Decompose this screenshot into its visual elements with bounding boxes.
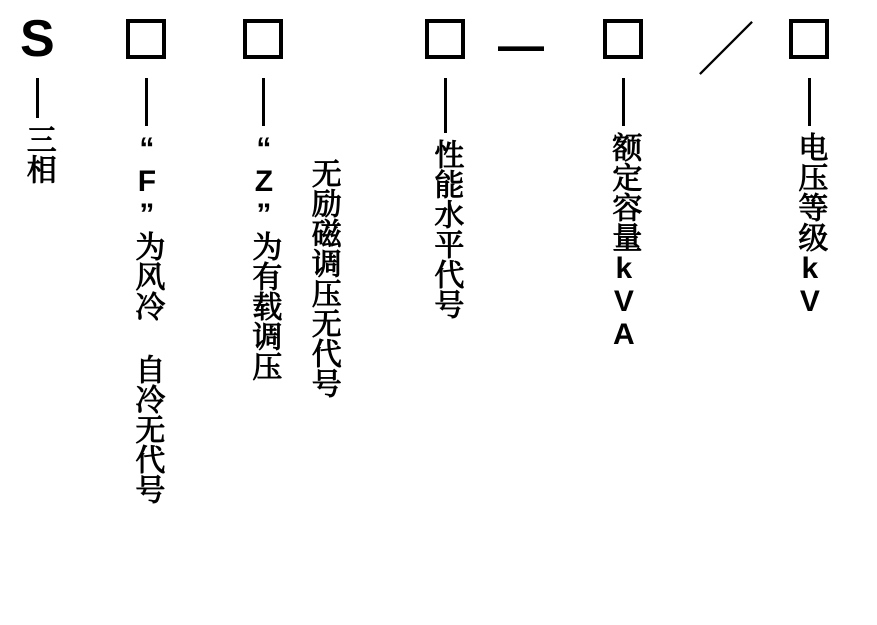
- leader-line-voltage-regulation: [262, 78, 265, 126]
- label-no-excitation-regulation: 无励磁调压无代号: [306, 158, 340, 398]
- segment-phase: [20, 0, 55, 244]
- box-placeholder-icon: [603, 19, 643, 59]
- leader-line-rated-capacity: [622, 78, 625, 126]
- label-rated-capacity: 额定容量kVA: [607, 132, 641, 351]
- segment-performance-level: [425, 0, 465, 439]
- slash-connector: ／: [697, 18, 756, 83]
- box-placeholder-icon: [425, 19, 465, 59]
- symbol-cooling: [126, 0, 166, 78]
- symbol-rated-capacity: [603, 0, 643, 78]
- leader-line-phase: [36, 78, 39, 118]
- dash-connector: —: [498, 19, 542, 71]
- symbol-voltage-class: [789, 0, 829, 78]
- leader-line-performance-level: [444, 78, 447, 133]
- label-phase: 三相: [21, 124, 55, 184]
- leader-line-cooling: [145, 78, 148, 126]
- symbol-phase: [20, 0, 55, 78]
- label-voltage-class: 电压等级kV: [793, 132, 827, 318]
- leader-line-voltage-class: [808, 78, 811, 126]
- symbol-voltage-regulation: [243, 0, 283, 78]
- box-placeholder-icon: [126, 19, 166, 59]
- label-voltage-regulation: “Z”为有载调压: [247, 132, 281, 381]
- label-performance-level: 性能水平代号: [429, 139, 463, 319]
- symbol-performance-level: [425, 0, 465, 78]
- segment-voltage-class: [789, 0, 829, 362]
- box-placeholder-icon: [243, 19, 283, 59]
- segment-rated-capacity: [603, 0, 643, 382]
- letter-s: S: [20, 10, 55, 68]
- box-placeholder-icon: [789, 19, 829, 59]
- label-cooling: “F”为风冷 自冷无代号: [130, 132, 164, 504]
- segment-voltage-regulation: [243, 0, 283, 462]
- segment-cooling: [126, 0, 166, 602]
- segment-no-excitation-regulation: [305, 158, 340, 548]
